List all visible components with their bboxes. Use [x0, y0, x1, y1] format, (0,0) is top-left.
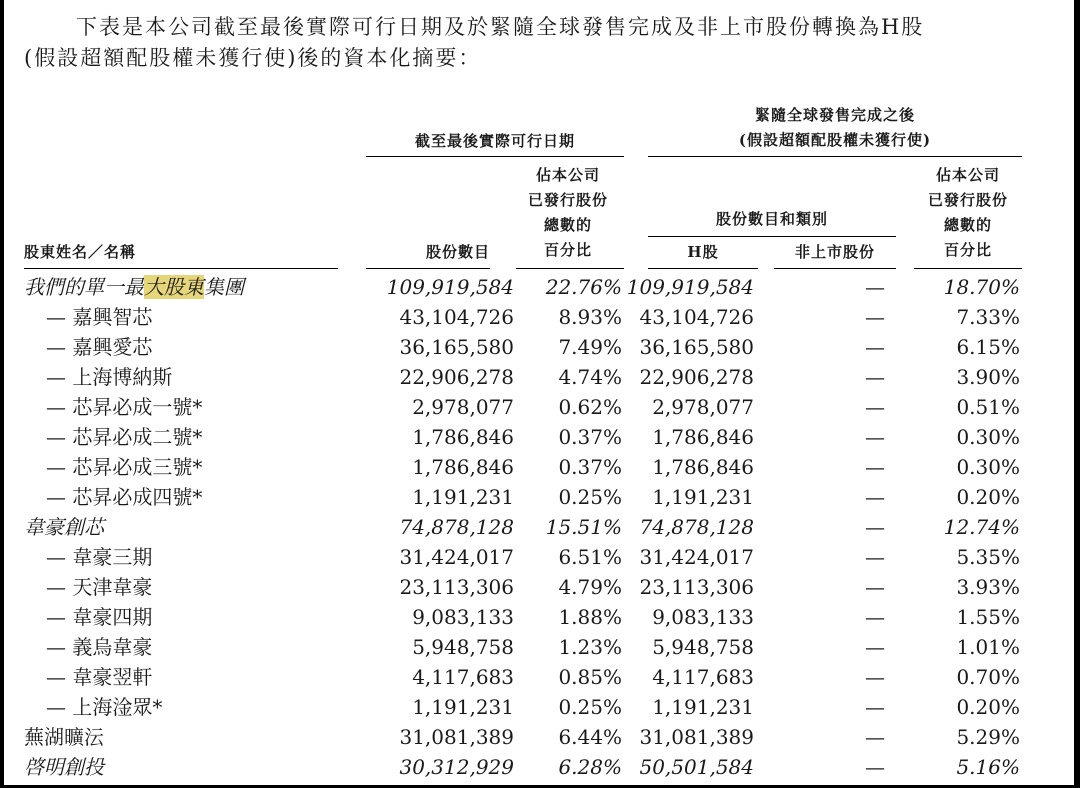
pct-after: 1.01%	[956, 635, 1020, 659]
shareholder-name: — 義烏韋豪	[46, 635, 153, 659]
shareholder-name: 啓明創投	[24, 755, 104, 779]
shareholder-name: 蕪湖曠沄	[24, 725, 104, 749]
h-shares-count: 5,948,758	[652, 635, 754, 659]
table-row	[24, 302, 1024, 332]
table-row	[24, 572, 1024, 602]
shares-count: 74,878,128	[399, 515, 514, 539]
shareholder-name: — 芯昇必成二號*	[46, 425, 203, 449]
shareholder-name: — 上海淦眾*	[46, 695, 163, 719]
shares-count: 5,948,758	[412, 635, 514, 659]
unlisted-shares: —	[865, 395, 885, 419]
shareholder-name: — 芯昇必成三號*	[46, 455, 203, 479]
pct-after: 5.29%	[956, 725, 1020, 749]
pct-after: 1.55%	[956, 605, 1020, 629]
shareholder-name: — 天津韋豪	[46, 575, 153, 599]
pct-after: 18.70%	[943, 275, 1020, 299]
table-row	[24, 362, 1024, 392]
pct-after: 12.74%	[943, 515, 1020, 539]
header-before-rule	[366, 156, 624, 157]
unlisted-shares: —	[865, 305, 885, 329]
intro-paragraph	[24, 12, 1054, 74]
pct-after: 3.93%	[956, 575, 1020, 599]
shareholder-name: — 上海博納斯	[46, 365, 173, 389]
header-pct-before-l4: 百分比	[543, 241, 592, 259]
highlighted-text: 大股東	[144, 275, 204, 299]
pct-before: 6.51%	[558, 545, 622, 569]
unlisted-shares: —	[865, 545, 885, 569]
h-shares-count: 1,786,846	[652, 425, 754, 449]
h-shares-count: 43,104,726	[639, 305, 754, 329]
table-row	[24, 662, 1024, 692]
table-row	[24, 332, 1024, 362]
table-row	[24, 452, 1024, 482]
h-shares-count: 2,978,077	[652, 395, 754, 419]
pct-before: 0.25%	[558, 485, 622, 509]
name-part: 我們的單一最	[24, 275, 144, 299]
table-row	[24, 692, 1024, 722]
shares-count: 36,165,580	[399, 335, 514, 359]
pct-after: 7.33%	[956, 305, 1020, 329]
shareholder-name: — 嘉興愛芯	[46, 335, 153, 359]
unlisted-shares: —	[865, 455, 885, 479]
header-pct-after-l4: 百分比	[943, 241, 992, 259]
pct-after: 0.20%	[956, 695, 1020, 719]
pct-before: 1.88%	[558, 605, 622, 629]
table-row	[24, 602, 1024, 632]
unlisted-shares: —	[865, 425, 885, 449]
rule-name	[24, 268, 338, 269]
h-shares-count: 9,083,133	[652, 605, 754, 629]
header-after-rule	[648, 156, 1022, 157]
h-shares-count: 1,786,846	[652, 455, 754, 479]
header-pct-before	[512, 163, 624, 263]
table-row	[24, 722, 1024, 752]
pct-before: 0.37%	[558, 425, 622, 449]
header-pct-before-l3: 總數的	[543, 216, 592, 234]
unlisted-shares: —	[865, 605, 885, 629]
shareholder-name: — 芯昇必成一號*	[46, 395, 203, 419]
header-pct-after-l3: 總數的	[943, 216, 992, 234]
table-row	[24, 482, 1024, 512]
pct-before: 4.79%	[558, 575, 622, 599]
table-row	[24, 542, 1024, 572]
shareholder-name: — 韋豪三期	[46, 545, 153, 569]
shares-count: 43,104,726	[399, 305, 514, 329]
h-shares-count: 109,919,584	[626, 275, 754, 299]
header-sub-rule	[648, 236, 896, 237]
shares-count: 109,919,584	[386, 275, 514, 299]
rule-shares	[366, 268, 490, 269]
header-pct-before-l2: 已發行股份	[527, 191, 608, 209]
shares-count: 30,312,929	[399, 755, 514, 779]
header-col-name: 股東姓名／名稱	[24, 243, 137, 261]
pct-before: 6.28%	[558, 755, 622, 779]
h-shares-count: 31,424,017	[639, 545, 754, 569]
header-group-after-line2: (假設超額配股權未獲行使)	[738, 131, 932, 149]
pct-before: 0.85%	[558, 665, 622, 689]
pct-after: 0.51%	[956, 395, 1020, 419]
shareholder-name: 韋豪創芯	[24, 515, 104, 539]
shares-count: 22,906,278	[399, 365, 514, 389]
rule-unlisted	[774, 268, 896, 269]
table-row	[24, 272, 1024, 302]
pct-before: 0.25%	[558, 695, 622, 719]
unlisted-shares: —	[865, 725, 885, 749]
unlisted-shares: —	[865, 515, 885, 539]
h-shares-count: 4,117,683	[652, 665, 754, 689]
pct-before: 22.76%	[545, 275, 622, 299]
shareholder-name: — 韋豪四期	[46, 605, 153, 629]
shareholder-name: — 韋豪翌軒	[46, 665, 153, 689]
pct-before: 6.44%	[558, 725, 622, 749]
rule-pct-before	[516, 268, 624, 269]
header-pct-before-l1: 佔本公司	[535, 166, 600, 184]
header-col-shares: 股份數目	[425, 243, 490, 261]
header-pct-after	[914, 163, 1022, 263]
pct-before: 1.23%	[558, 635, 622, 659]
table-row	[24, 512, 1024, 542]
shares-count: 1,191,231	[412, 485, 514, 509]
unlisted-shares: —	[865, 755, 885, 779]
pct-after: 6.15%	[956, 335, 1020, 359]
unlisted-shares: —	[865, 575, 885, 599]
shareholder-name	[24, 272, 244, 302]
h-shares-count: 36,165,580	[639, 335, 754, 359]
header-group-after	[648, 103, 1022, 153]
pct-before: 15.51%	[545, 515, 622, 539]
shares-count: 9,083,133	[412, 605, 514, 629]
pct-after: 5.35%	[956, 545, 1020, 569]
table-row	[24, 632, 1024, 662]
unlisted-shares: —	[865, 335, 885, 359]
pct-after: 0.30%	[956, 425, 1020, 449]
unlisted-shares: —	[865, 365, 885, 389]
h-shares-count: 23,113,306	[639, 575, 754, 599]
pct-after: 3.90%	[956, 365, 1020, 389]
pct-before: 8.93%	[558, 305, 622, 329]
h-shares-count: 31,081,389	[639, 725, 754, 749]
header-col-unlisted: 非上市股份	[794, 243, 875, 261]
rule-h-shares	[648, 268, 758, 269]
header-group-before: 截至最後實際可行日期	[414, 132, 575, 150]
shareholder-name: — 芯昇必成四號*	[46, 485, 203, 509]
pct-before: 0.62%	[558, 395, 622, 419]
rule-pct-after	[914, 268, 1022, 269]
unlisted-shares: —	[865, 665, 885, 689]
h-shares-count: 50,501,584	[639, 755, 754, 779]
name-part: 集團	[204, 275, 244, 299]
header-col-h-shares: H股	[687, 243, 719, 261]
h-shares-count: 74,878,128	[639, 515, 754, 539]
shares-count: 1,786,846	[412, 455, 514, 479]
pct-before: 7.49%	[558, 335, 622, 359]
table-row	[24, 392, 1024, 422]
header-pct-after-l2: 已發行股份	[927, 191, 1008, 209]
shares-count: 4,117,683	[412, 665, 514, 689]
shares-count: 23,113,306	[399, 575, 514, 599]
pct-after: 0.30%	[956, 455, 1020, 479]
shareholder-name: — 嘉興智芯	[46, 305, 153, 329]
shares-count: 31,424,017	[399, 545, 514, 569]
shares-count: 1,786,846	[412, 425, 514, 449]
pct-after: 0.70%	[956, 665, 1020, 689]
header-pct-after-l1: 佔本公司	[935, 166, 1000, 184]
header-sub-group-after: 股份數目和類別	[715, 210, 828, 228]
pct-after: 0.20%	[956, 485, 1020, 509]
unlisted-shares: —	[865, 485, 885, 509]
pct-before: 4.74%	[558, 365, 622, 389]
h-shares-count: 1,191,231	[652, 695, 754, 719]
unlisted-shares: —	[865, 635, 885, 659]
intro-line-1: 下表是本公司截至最後實際可行日期及於緊隨全球發售完成及非上市股份轉換為H股	[76, 15, 925, 39]
shares-count: 1,191,231	[412, 695, 514, 719]
unlisted-shares: —	[865, 695, 885, 719]
table-row	[24, 752, 1024, 782]
pct-after: 5.16%	[956, 755, 1020, 779]
h-shares-count: 22,906,278	[639, 365, 754, 389]
shares-count: 31,081,389	[399, 725, 514, 749]
h-shares-count: 1,191,231	[652, 485, 754, 509]
unlisted-shares: —	[865, 275, 885, 299]
shares-count: 2,978,077	[412, 395, 514, 419]
table-row	[24, 422, 1024, 452]
intro-line-2: (假設超額配股權未獲行使)後的資本化摘要：	[24, 46, 482, 70]
pct-before: 0.37%	[558, 455, 622, 479]
header-group-after-line1: 緊隨全球發售完成之後	[754, 106, 915, 124]
